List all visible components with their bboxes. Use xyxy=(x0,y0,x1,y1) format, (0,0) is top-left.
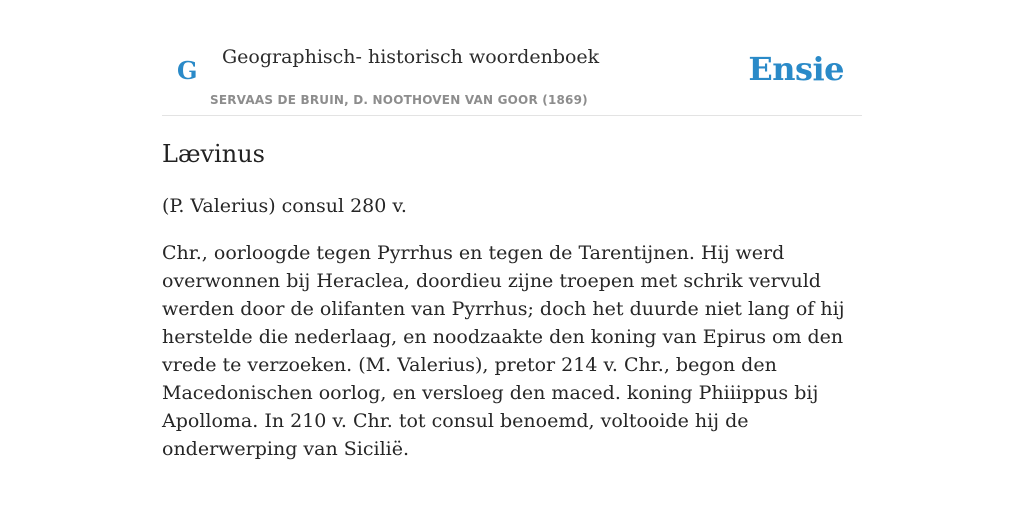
entry-paragraph: (P. Valerius) consul 280 v. xyxy=(162,195,407,217)
book-author: SERVAAS DE BRUIN, D. NOOTHOVEN VAN GOOR (1869) xyxy=(210,93,588,107)
letter-index-link[interactable]: G xyxy=(177,56,198,85)
entry-body xyxy=(162,192,862,482)
ensie-logo-link[interactable]: Ensie xyxy=(748,50,844,88)
book-header xyxy=(162,40,862,116)
book-title-link[interactable]: Geographisch- historisch woordenboek xyxy=(222,46,600,68)
entry-title: Lævinus xyxy=(162,140,265,168)
entry-paragraph: Chr., oorloogde tegen Pyrrhus en tegen de Tarentijnen. Hij werd overwonnen bij Heraclea, doordieu zijne troepen met schrik vervuld werden door de olifanten van Pyrrhus; doch het duurde niet lang of hij herstelde die nederlaag, en noodzaakte den koning van Epirus om den vrede te verzoeken. (M. Valerius), pretor 214 v. Chr., begon den Macedonischen oorlog, en versloeg den maced. koning Phiiippus bij Apolloma. In 210 v. Chr. tot consul benoemd, voltooide hij de onderwerping van Sicilië. xyxy=(162,242,845,460)
